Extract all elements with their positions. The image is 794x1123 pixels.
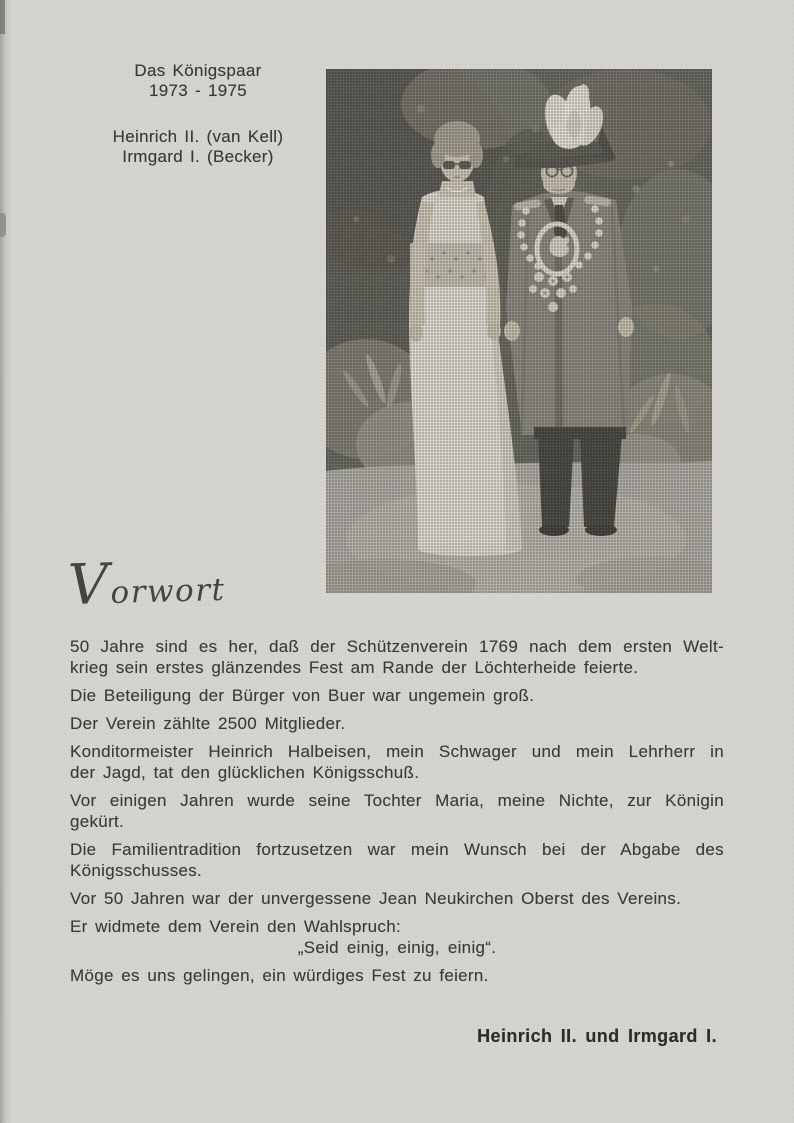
text-line: Der Verein zählte 2500 Mitglieder. [70, 714, 346, 733]
paragraph [70, 888, 724, 909]
text-line: Möge es uns gelingen, ein würdiges Fest zu feiern. [70, 966, 489, 985]
header-block [84, 61, 312, 166]
paragraph [70, 839, 724, 881]
preface-text [70, 636, 724, 993]
paragraph [70, 741, 724, 783]
scan-artifact-top [0, 0, 5, 34]
header-queen-name: Irmgard I. (Becker) [122, 146, 274, 166]
paragraph [70, 636, 724, 678]
kings-couple-photo [326, 69, 712, 593]
text-line: Vor einigen Jahren wurde seine Tochter Maria, meine Nichte, zur Königin [70, 791, 724, 810]
paragraph [70, 685, 724, 706]
text-line: gekürt. [70, 812, 125, 831]
text-line: Vor 50 Jahren war der unvergessene Jean Neukirchen Oberst des Vereins. [70, 889, 682, 908]
scan-artifact-mark [0, 213, 6, 237]
header-title-line2: 1973 - 1975 [148, 80, 248, 100]
text-line: Königsschusses. [70, 861, 203, 880]
text-line: 50 Jahre sind es her, daß der Schützenverein 1769 nach dem ersten Welt- [70, 637, 724, 656]
motto-line: „Seid einig, einig, einig“. [297, 938, 497, 957]
signature-line: Heinrich II. und Irmgard I. [477, 1026, 717, 1046]
section-title-vorwort: Vorwort [67, 551, 226, 619]
header-king-name: Heinrich II. (van Kell) [112, 127, 284, 146]
header-gap [84, 100, 312, 127]
paragraph [70, 713, 724, 734]
text-line: Konditormeister Heinrich Halbeisen, mein Schwager und mein Lehrherr in [70, 742, 724, 761]
page-edge-shadow [0, 0, 12, 1123]
text-line: Die Familientradition fortzusetzen war mein Wunsch bei der Abgabe des [70, 840, 724, 859]
paragraph [70, 790, 724, 832]
text-line: Die Beteiligung der Bürger von Buer war ungemein groß. [70, 686, 535, 705]
text-line: der Jagd, tat den glücklichen Königsschuß. [70, 763, 420, 782]
paragraph [70, 965, 724, 986]
couple-photo-illustration [326, 69, 712, 593]
text-line: krieg sein erstes glänzendes Fest am Rande der Löchterheide feierte. [70, 658, 639, 677]
paragraph [70, 916, 724, 958]
text-line: Er widmete dem Verein den Wahlspruch: [70, 917, 402, 936]
header-title-line1: Das Königspaar [134, 61, 262, 80]
